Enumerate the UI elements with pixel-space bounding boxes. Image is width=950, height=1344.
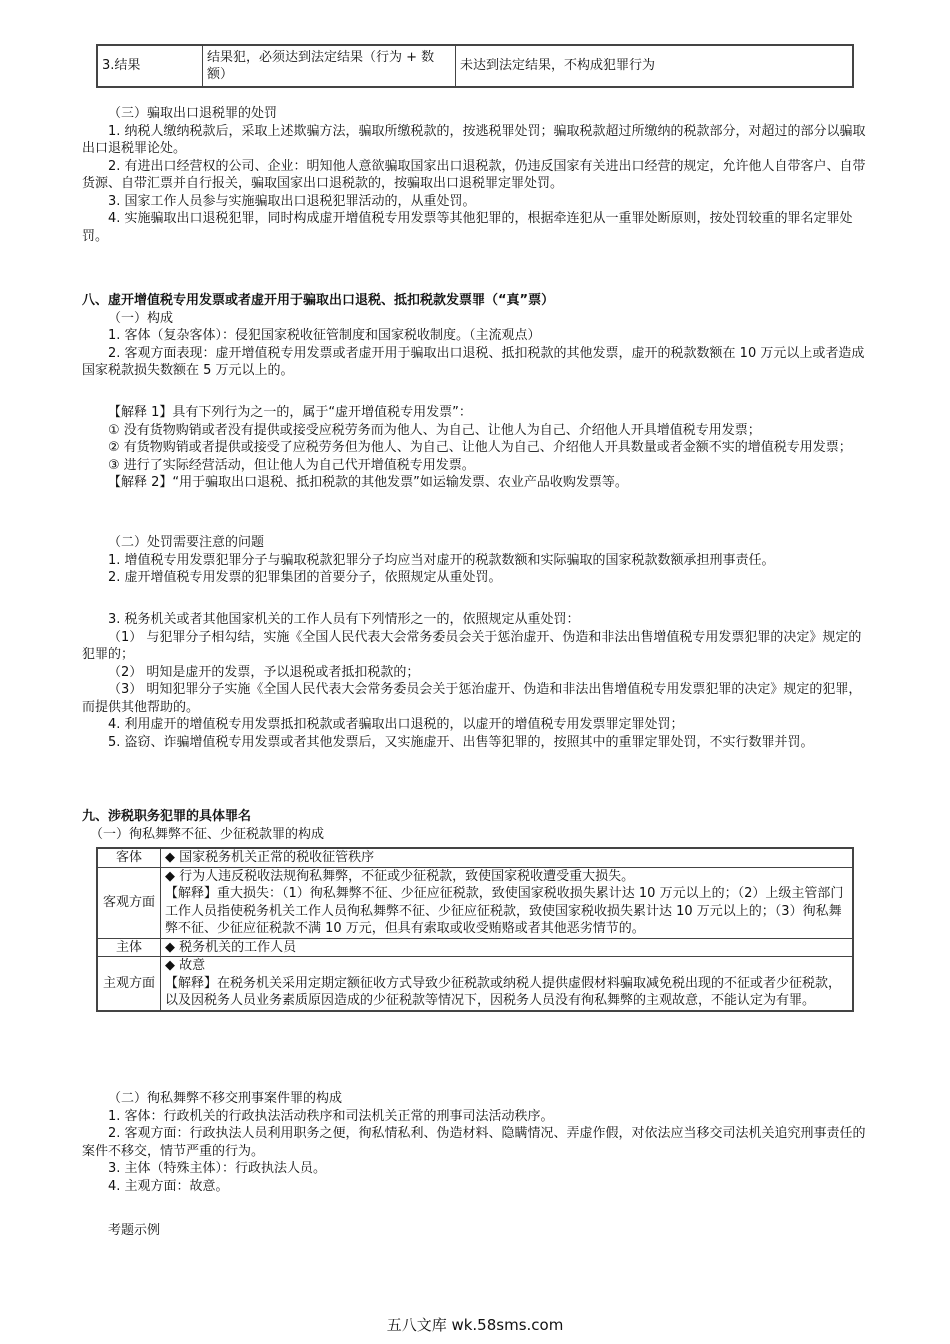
section-nine <box>82 808 872 843</box>
subheading: （二）徇私舞弊不移交刑事案件罪的构成 <box>108 1091 343 1106</box>
crime-elements-table <box>96 847 854 1012</box>
row-line: 【解释】在税务机关采用定期定额征收方式导致少征税款或纳税人提供虚假材料骗取减免税出现的不征或者少征税款，以及因税务人员业务素质原因造成的少征税款等情况下，因税务人员没有徇私舞弊的主观故意，不能认定为有罪。 <box>165 975 842 1008</box>
table-row <box>97 957 853 1011</box>
paragraph: （2） 明知是虚开的发票，予以退税或者抵扣税款的； <box>108 664 420 680</box>
paragraph: 考题示例 <box>108 1223 161 1238</box>
paragraph: 1. 客体（复杂客体）：侵犯国家税收征管制度和国家税收制度。（主流观点） <box>108 328 541 343</box>
table-cell: 结果犯，必须达到法定结果（行为 + 数额） <box>203 45 456 87</box>
row-label: 主观方面 <box>97 957 161 1011</box>
section-title: 九、涉税职务犯罪的具体罪名 <box>82 809 252 824</box>
paragraph: 1. 客体：行政机关的行政执法活动秩序和司法机关正常的刑事司法活动秩序。 <box>108 1108 554 1124</box>
row-label: 客观方面 <box>97 867 161 938</box>
paragraph: 1. 增值税专用发票犯罪分子与骗取税款犯罪分子均应当对虚开的税款数额和实际骗取的国家税款数额承担刑事责任。 <box>108 552 775 568</box>
result-table <box>96 44 854 88</box>
row-label: 主体 <box>97 938 161 957</box>
table-cell: 3.结果 <box>97 45 203 87</box>
example-label <box>82 1222 872 1240</box>
section-eight-penalty-cont <box>82 611 872 751</box>
paragraph: 3. 税务机关或者其他国家机关的工作人员有下列情形之一的，依照规定从重处罚： <box>108 612 580 627</box>
section-eight <box>82 292 872 380</box>
paragraph: 2. 有进出口经营权的公司、企业：明知他人意欲骗取国家出口退税款，仍违反国家有关进出口经营的规定，允许他人自带客户、自带货源、自带汇票并自行报关，骗取国家出口退税款的，按骗取出口退税罪定罪处罚。 <box>82 158 866 191</box>
explanation: 【解释 2】“用于骗取出口退税、抵扣税款的其他发票”如运输发票、农业产品收购发票等。 <box>108 475 628 490</box>
section-eight-penalty <box>82 534 872 587</box>
paragraph: 3. 国家工作人员参与实施骗取出口退税犯罪活动的，从重处罚。 <box>108 193 476 209</box>
subheading: （一）徇私舞弊不征、少征税款罪的构成 <box>90 826 325 842</box>
paragraph: （3） 明知犯罪分子实施《全国人民代表大会常务委员会关于惩治虚开、伪造和非法出售增值税专用发票犯罪的决定》规定的犯罪，而提供其他帮助的。 <box>82 682 862 715</box>
paragraph: ① 没有货物购销或者没有提供或接受应税劳务而为他人、为自己、让他人为自己、介绍他人开具增值税专用发票； <box>108 422 761 438</box>
paragraph: 2. 虚开增值税专用发票的犯罪集团的首要分子，依照规定从重处罚。 <box>108 570 502 585</box>
subheading: （二）处罚需要注意的问题 <box>108 535 265 550</box>
table-row <box>97 45 853 87</box>
subheading: （三）骗取出口退税罪的处罚 <box>108 106 278 121</box>
paragraph: 3. 主体（特殊主体）：行政执法人员。 <box>108 1161 327 1176</box>
section-nine-second <box>82 1090 872 1195</box>
paragraph: ② 有货物购销或者提供或接受了应税劳务但为他人、为自己、让他人为自己、介绍他人开具数量或者金额不实的增值税专用发票； <box>108 440 852 455</box>
row-line: ◆ 故意 <box>165 958 206 973</box>
paragraph: 2. 客观方面表现：虚开增值税专用发票或者虚开用于骗取出口退税、抵扣税款的其他发票，虚开的税款数额在 10 万元以上或者造成国家税款损失数额在 5 万元以上的。 <box>82 345 865 378</box>
row-content <box>161 957 854 1011</box>
row-line: ◆ 行为人违反税收法规徇私舞弊，不征或少征税款，致使国家税收遭受重大损失。 <box>165 868 635 884</box>
row-line: 【解释】重大损失：（1）徇私舞弊不征、少征应征税款，致使国家税收损失累计达 10 万元以上的；（2）上级主管部门工作人员指使税务机关工作人员徇私舞弊不征、少征应征税款，致使国家税收损失累计达 10 万元以上的；（3）徇私舞弊不征、少征应征税款不满 10 万元，但具有索取或收受贿赂或者其他恶劣情节的。 <box>165 886 844 936</box>
row-content: ◆ 税务机关的工作人员 <box>161 938 854 957</box>
row-content <box>161 867 854 938</box>
section-eight-explanations <box>82 404 872 492</box>
table-row <box>97 848 853 867</box>
table-row <box>97 938 853 957</box>
footer-watermark: 五八文库 wk.58sms.com <box>386 1316 564 1334</box>
paragraph: ③ 进行了实际经营活动，但让他人为自己代开增值税专用发票。 <box>108 457 475 473</box>
paragraph: （1） 与犯罪分子相勾结，实施《全国人民代表大会常务委员会关于惩治虚开、伪造和非法出售增值税专用发票犯罪的决定》规定的犯罪的； <box>82 629 862 662</box>
paragraph: 4. 主观方面：故意。 <box>108 1178 229 1194</box>
explanation: 【解释 1】具有下列行为之一的，属于“虚开增值税专用发票”： <box>108 405 472 420</box>
paragraph: 5. 盗窃、诈骗增值税专用发票或者其他发票后，又实施虚开、出售等犯罪的，按照其中的重罪定罪处罚，不实行数罪并罚。 <box>108 734 814 750</box>
section-export-tax-penalty <box>82 105 872 245</box>
row-content: ◆ 国家税务机关正常的税收征管秩序 <box>161 848 854 867</box>
paragraph: 1. 纳税人缴纳税款后，采取上述欺骗方法，骗取所缴税款的，按逃税罪处罚；骗取税款超过所缴纳的税款部分，对超过的部分以骗取出口退税罪论处。 <box>82 123 866 156</box>
table-row <box>97 867 853 938</box>
table-cell: 未达到法定结果，不构成犯罪行为 <box>456 45 854 87</box>
subheading: （一）构成 <box>108 310 174 326</box>
paragraph: 4. 实施骗取出口退税犯罪，同时构成虚开增值税专用发票等其他犯罪的，根据牵连犯从一重罪处断原则，按处罚较重的罪名定罪处罚。 <box>82 211 853 244</box>
row-label: 客体 <box>97 848 161 867</box>
paragraph: 4. 利用虚开的增值税专用发票抵扣税款或者骗取出口退税的，以虚开的增值税专用发票罪定罪处罚； <box>108 717 684 732</box>
paragraph: 2. 客观方面：行政执法人员利用职务之便，徇私情私利、伪造材料、隐瞒情况、弄虚作假，对依法应当移交司法机关追究刑事责任的案件不移交，情节严重的行为。 <box>82 1126 866 1159</box>
section-title: 八、虚开增值税专用发票或者虚开用于骗取出口退税、抵扣税款发票罪（“真”票） <box>82 293 555 308</box>
